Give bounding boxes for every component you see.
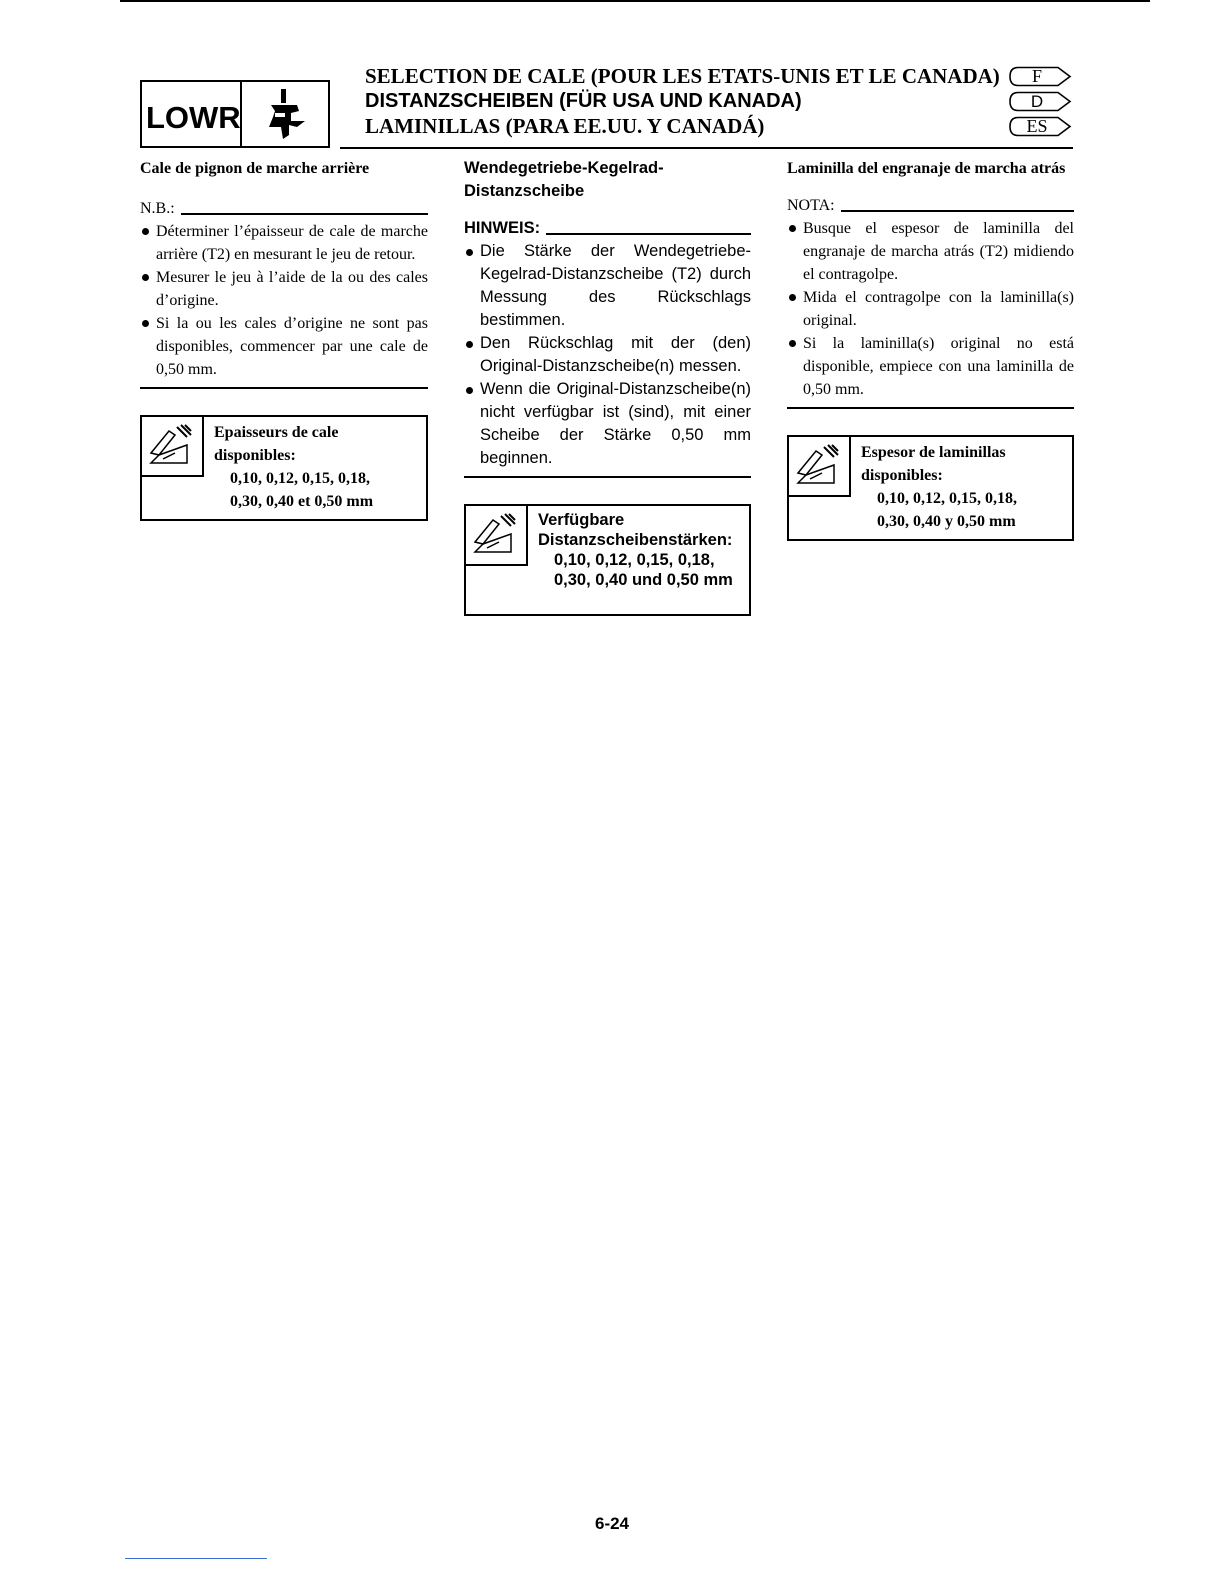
spec-box-es [787, 435, 1074, 541]
list-item: Wenn die Original-Distanzscheibe(n) nicht verfügbar ist (sind), mit einer Scheibe der Stärke 0,50 mm beginnen. [464, 378, 751, 470]
language-code-de: D [1030, 91, 1044, 111]
note-list-fr [140, 220, 428, 381]
language-code-es: ES [1026, 116, 1048, 136]
note-list-de [464, 240, 751, 470]
note-rule [841, 210, 1074, 212]
lower-unit-icon [242, 82, 328, 146]
section-heading-de: Wendegetriebe-Kegelrad-Distanzscheibe [464, 159, 664, 200]
note-end-rule [140, 387, 428, 389]
list-item: Busque el espesor de laminilla del engranaje de marcha atrás (T2) midiendo el contragolpe. [787, 217, 1074, 286]
note-list-es [787, 217, 1074, 401]
spec-values-fr-2: 0,30, 0,40 et 0,50 mm [230, 493, 374, 510]
language-code-fr: F [1031, 66, 1042, 86]
note-rule [546, 233, 751, 235]
language-badge-es [1008, 114, 1072, 139]
list-item: Die Stärke der Wendegetriebe-Kegelrad-Distanzscheibe (T2) durch Messung des Rückschlags bestimmen. [464, 240, 751, 332]
page-number: 6-24 [594, 1514, 630, 1533]
title-es: LAMINILLAS (PARA EE.UU. Y CANADÁ) [365, 114, 765, 138]
note-end-rule [464, 476, 751, 478]
spec-values-es-1: 0,10, 0,12, 0,15, 0,18, [877, 490, 1017, 507]
note-label-fr: N.B.: [140, 200, 175, 217]
top-rule [120, 0, 1150, 2]
spec-title-es: Espesor de laminillas disponibles: [861, 444, 1006, 484]
note-heading-de [464, 217, 751, 240]
title-block [365, 64, 1065, 139]
spec-box-fr [140, 415, 428, 521]
spec-text-es [851, 437, 1072, 539]
caliper-icon [466, 506, 528, 566]
note-heading-es [787, 194, 1074, 217]
language-badge-fr [1008, 64, 1072, 89]
section-heading-fr: Cale de pignon de marche arrière [140, 160, 370, 177]
column-fr [140, 157, 428, 521]
section-heading-es: Laminilla del engranaje de marcha atrás [787, 160, 1066, 177]
list-item: Mida el contragolpe con la laminilla(s) original. [787, 286, 1074, 332]
header-rule [340, 147, 1073, 149]
spec-title-fr: Epaisseurs de cale disponibles: [214, 424, 339, 464]
bottom-underline [125, 1558, 267, 1559]
note-label-es: NOTA: [787, 197, 835, 214]
list-item: Den Rückschlag mit der (den) Original-Distanzscheibe(n) messen. [464, 332, 751, 378]
spec-text-fr [204, 417, 426, 519]
list-item: Mesurer le jeu à l’aide de la ou des cales d’origine. [140, 266, 428, 312]
column-es [787, 157, 1074, 541]
column-de [464, 157, 751, 616]
section-badge [140, 80, 330, 148]
note-end-rule [787, 407, 1074, 409]
note-label-de: HINWEIS: [464, 219, 541, 237]
title-de: DISTANZSCHEIBEN (FÜR USA UND KANADA) [365, 90, 802, 112]
section-badge-label: LOWR [142, 82, 242, 146]
language-badges [1008, 64, 1072, 139]
spec-title-de: Verfügbare Distanzscheibenstärken: [538, 511, 733, 549]
spec-values-es-2: 0,30, 0,40 y 0,50 mm [877, 513, 1016, 530]
title-fr: SELECTION DE CALE (POUR LES ETATS-UNIS ET LE CANADA) [365, 64, 1000, 88]
language-badge-de [1008, 89, 1072, 114]
caliper-icon [789, 437, 851, 497]
list-item: Déterminer l’épaisseur de cale de marche arrière (T2) en mesurant le jeu de retour. [140, 220, 428, 266]
list-item: Si la laminilla(s) original no está disponible, empiece con una laminilla de 0,50 mm. [787, 332, 1074, 401]
list-item: Si la ou les cales d’origine ne sont pas disponibles, commencer par une cale de 0,50 mm. [140, 312, 428, 381]
spec-values-de-2: 0,30, 0,40 und 0,50 mm [554, 571, 733, 589]
note-heading-fr [140, 197, 428, 220]
note-rule [181, 213, 428, 215]
caliper-icon [142, 417, 204, 477]
spec-text-de [528, 506, 749, 614]
spec-values-fr-1: 0,10, 0,12, 0,15, 0,18, [230, 470, 370, 487]
spec-values-de-1: 0,10, 0,12, 0,15, 0,18, [554, 551, 715, 569]
spec-box-de [464, 504, 751, 616]
